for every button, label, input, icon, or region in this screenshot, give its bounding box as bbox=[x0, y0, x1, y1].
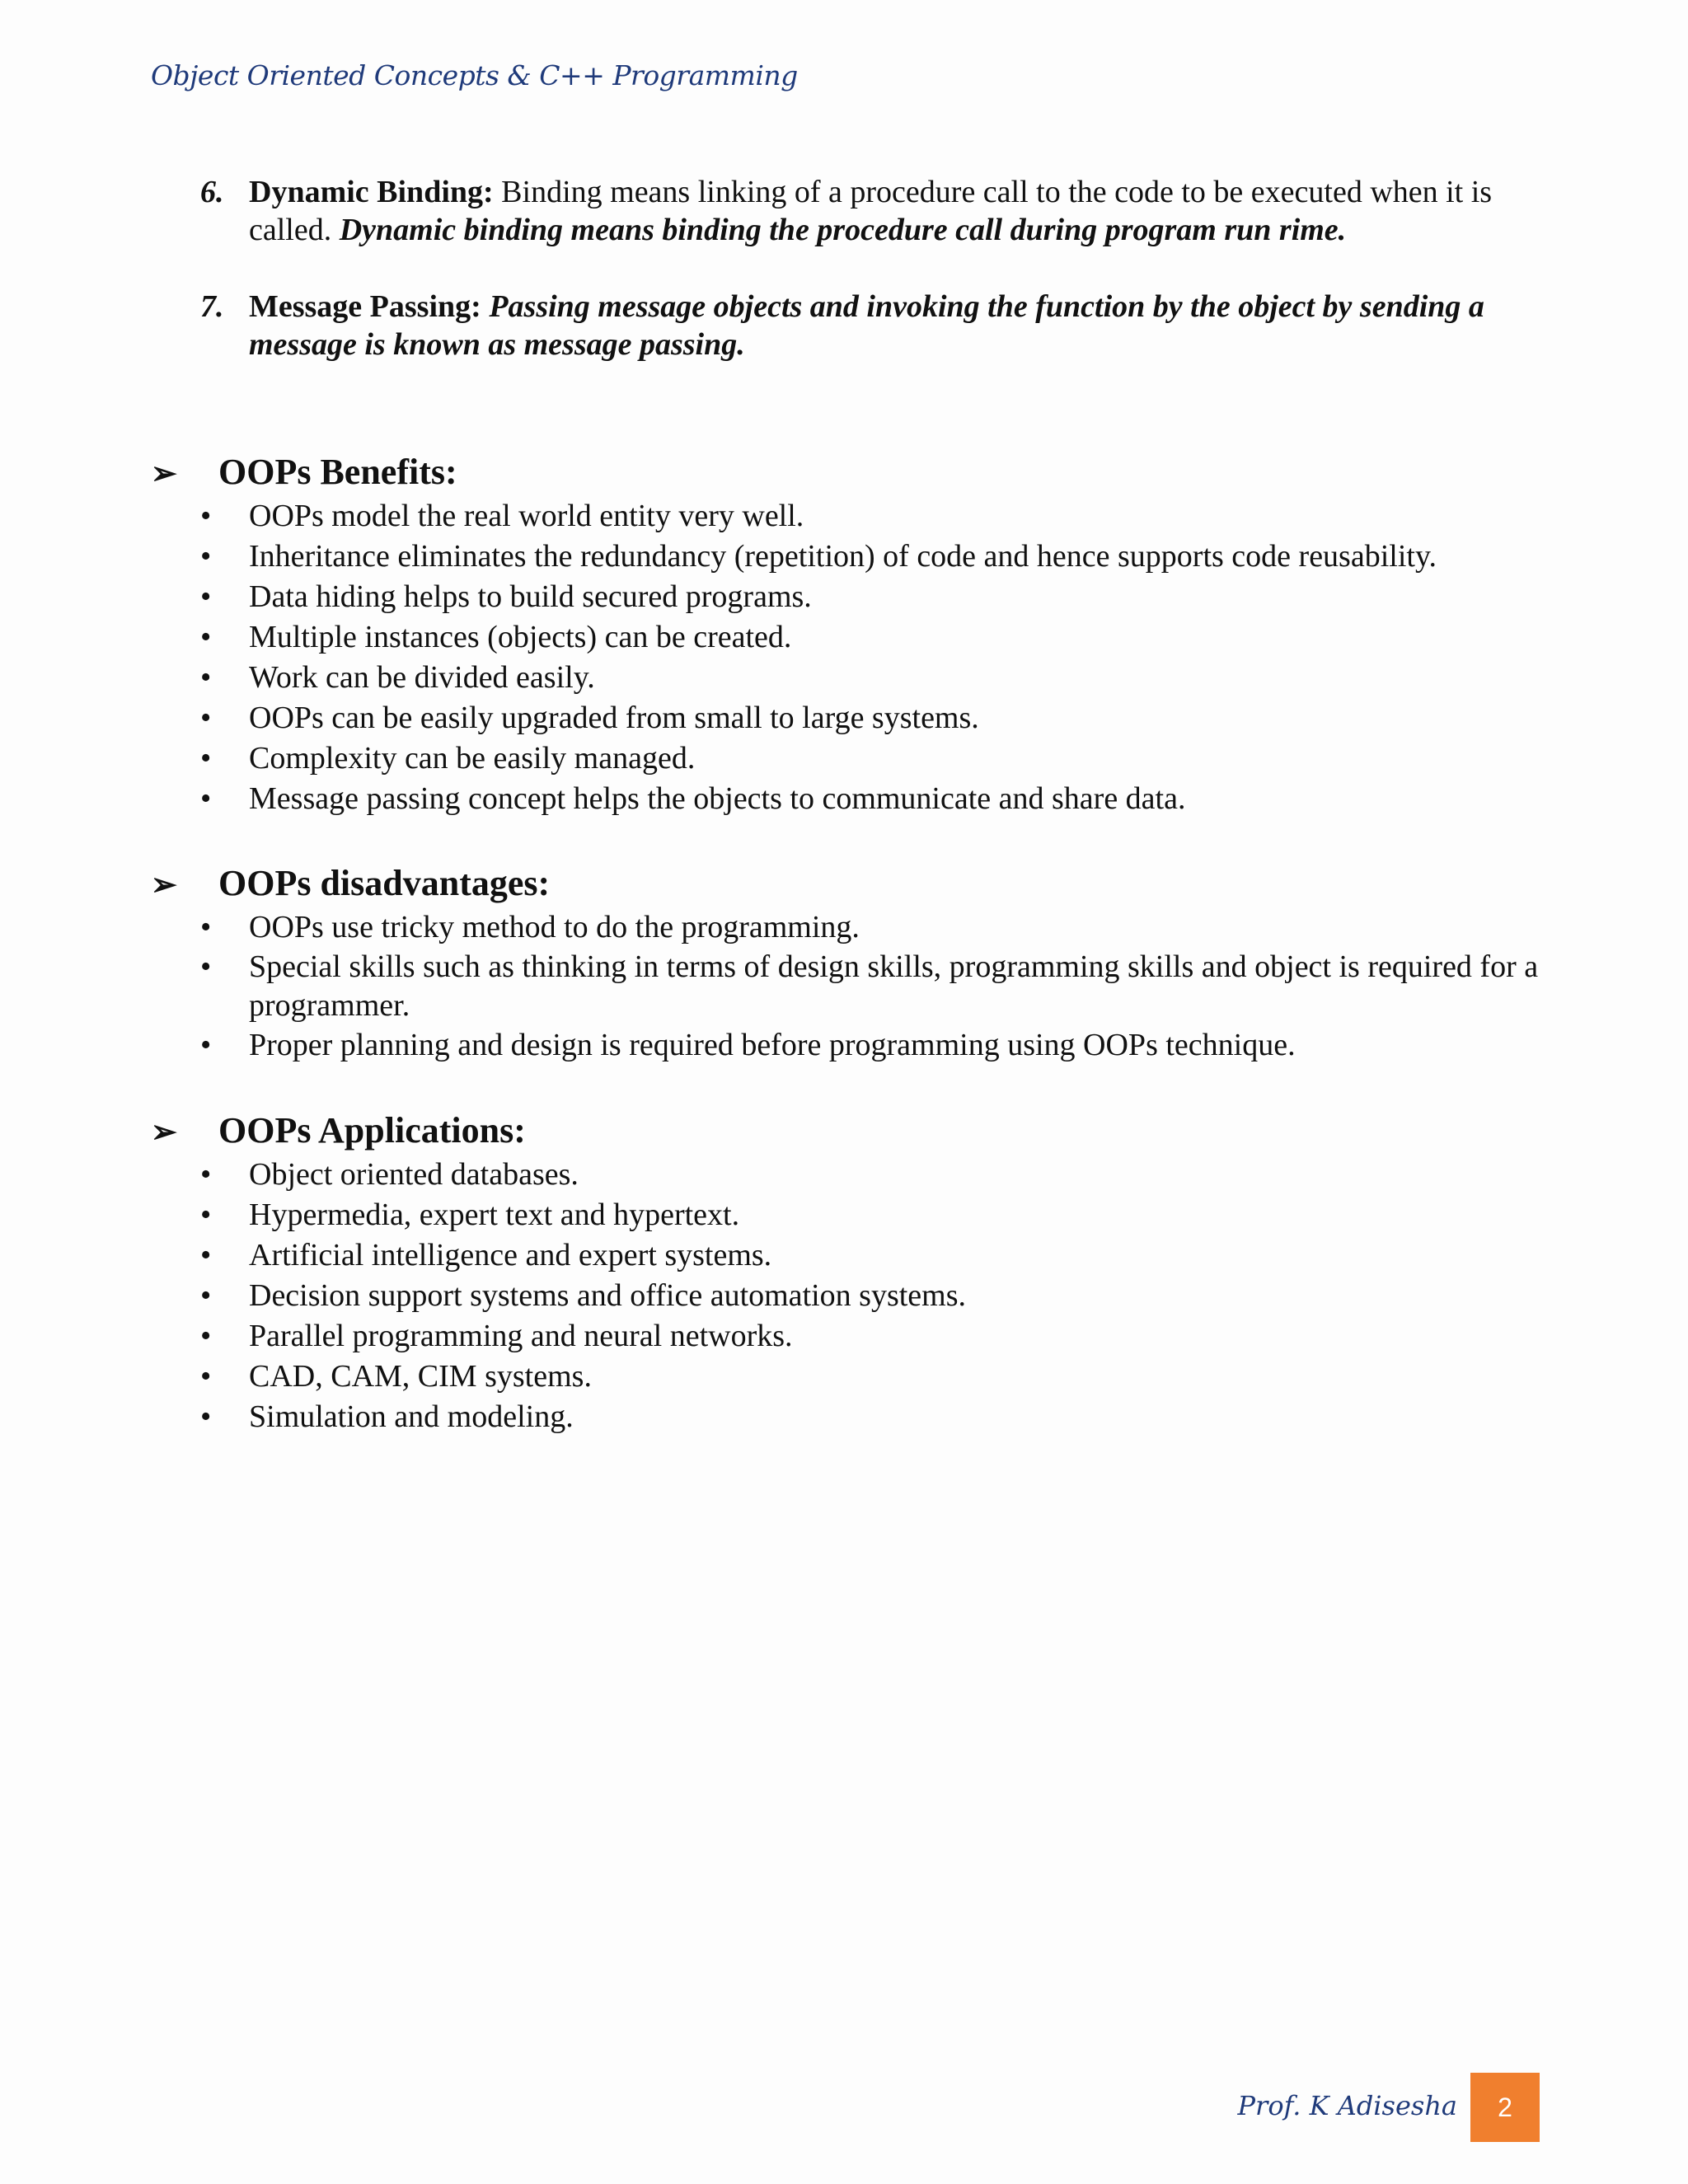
bullet-icon: • bbox=[200, 499, 212, 533]
bullet-icon: • bbox=[200, 539, 212, 574]
list-item: • Decision support systems and office automation systems. bbox=[200, 1276, 1544, 1316]
section-heading-applications bbox=[151, 1109, 526, 1154]
bullet-icon: • bbox=[200, 1157, 212, 1192]
list-item: • OOPs use tricky method to do the programming. bbox=[200, 907, 1544, 948]
list-item: • Data hiding helps to build secured programs. bbox=[200, 577, 1544, 617]
applications-list bbox=[200, 1155, 1544, 1437]
item-text: Binding means linking of a procedure call to the code to be executed when it is called. bbox=[249, 175, 1493, 247]
bullet-icon: • bbox=[200, 620, 212, 654]
disadvantages-list bbox=[200, 907, 1544, 1066]
item-text bbox=[481, 289, 490, 324]
bullet-icon: • bbox=[200, 1319, 212, 1353]
arrow-bullet-icon: ➢ bbox=[151, 868, 177, 902]
arrow-bullet-icon: ➢ bbox=[151, 457, 177, 491]
bullet-icon: • bbox=[200, 781, 212, 816]
bullet-icon: • bbox=[200, 579, 212, 614]
bullet-icon: • bbox=[200, 1399, 212, 1434]
item-body bbox=[249, 173, 1544, 249]
bullet-icon: • bbox=[200, 1028, 212, 1062]
numbered-item-dynamic-binding bbox=[200, 173, 1544, 249]
numbered-item-message-passing bbox=[200, 288, 1544, 363]
bullet-icon: • bbox=[200, 910, 212, 944]
bullet-icon: • bbox=[200, 701, 212, 735]
bullet-icon: • bbox=[200, 741, 212, 776]
item-term: Dynamic Binding: bbox=[249, 175, 494, 209]
item-emphasis: Passing message objects and invoking the function by the object by sending a message is known as message passing. bbox=[249, 289, 1484, 362]
footer-author: Prof. K Adisesha bbox=[1237, 2090, 1457, 2121]
list-item: • Proper planning and design is required before programming using OOPs technique. bbox=[200, 1025, 1544, 1066]
list-item: • OOPs can be easily upgraded from small to large systems. bbox=[200, 698, 1544, 738]
list-item: • Hypermedia, expert text and hypertext. bbox=[200, 1195, 1544, 1235]
bullet-icon: • bbox=[200, 1278, 212, 1313]
section-heading-text: OOPs Applications: bbox=[218, 1110, 526, 1151]
item-term: Message Passing: bbox=[249, 289, 481, 324]
list-item: • Complexity can be easily managed. bbox=[200, 738, 1544, 779]
page-number: 2 bbox=[1470, 2073, 1540, 2142]
bullet-icon: • bbox=[200, 660, 212, 695]
list-item: • Multiple instances (objects) can be created. bbox=[200, 617, 1544, 658]
bullet-icon: • bbox=[200, 1359, 212, 1394]
arrow-bullet-icon: ➢ bbox=[151, 1115, 177, 1150]
list-item: • Artificial intelligence and expert systems. bbox=[200, 1235, 1544, 1276]
running-header-title: Object Oriented Concepts & C++ Programming bbox=[151, 59, 798, 91]
section-heading-text: OOPs Benefits: bbox=[218, 452, 457, 492]
bullet-icon: • bbox=[200, 1238, 212, 1272]
list-item: • Message passing concept helps the objects to communicate and share data. bbox=[200, 779, 1544, 819]
item-number: 6. bbox=[200, 175, 224, 209]
list-item: • Work can be divided easily. bbox=[200, 658, 1544, 698]
list-item: • Parallel programming and neural networks. bbox=[200, 1316, 1544, 1357]
section-heading-disadvantages bbox=[151, 862, 550, 907]
list-item: • Inheritance eliminates the redundancy (repetition) of code and hence supports code reusability. bbox=[200, 537, 1544, 577]
list-item: • Simulation and modeling. bbox=[200, 1397, 1544, 1437]
list-item: • OOPs model the real world entity very well. bbox=[200, 496, 1544, 537]
item-emphasis: Dynamic binding means binding the procedure call during program run rime. bbox=[339, 213, 1347, 247]
list-item: • Object oriented databases. bbox=[200, 1155, 1544, 1195]
section-heading-benefits bbox=[151, 451, 457, 495]
list-item: • CAD, CAM, CIM systems. bbox=[200, 1357, 1544, 1397]
benefits-list bbox=[200, 496, 1544, 819]
section-heading-text: OOPs disadvantages: bbox=[218, 863, 551, 903]
bullet-icon: • bbox=[200, 949, 212, 984]
list-item: • Special skills such as thinking in terms of design skills, programming skills and object is required for a programmer. bbox=[200, 949, 1539, 1023]
item-body bbox=[249, 288, 1544, 363]
bullet-icon: • bbox=[200, 1197, 212, 1232]
item-number: 7. bbox=[200, 289, 224, 324]
